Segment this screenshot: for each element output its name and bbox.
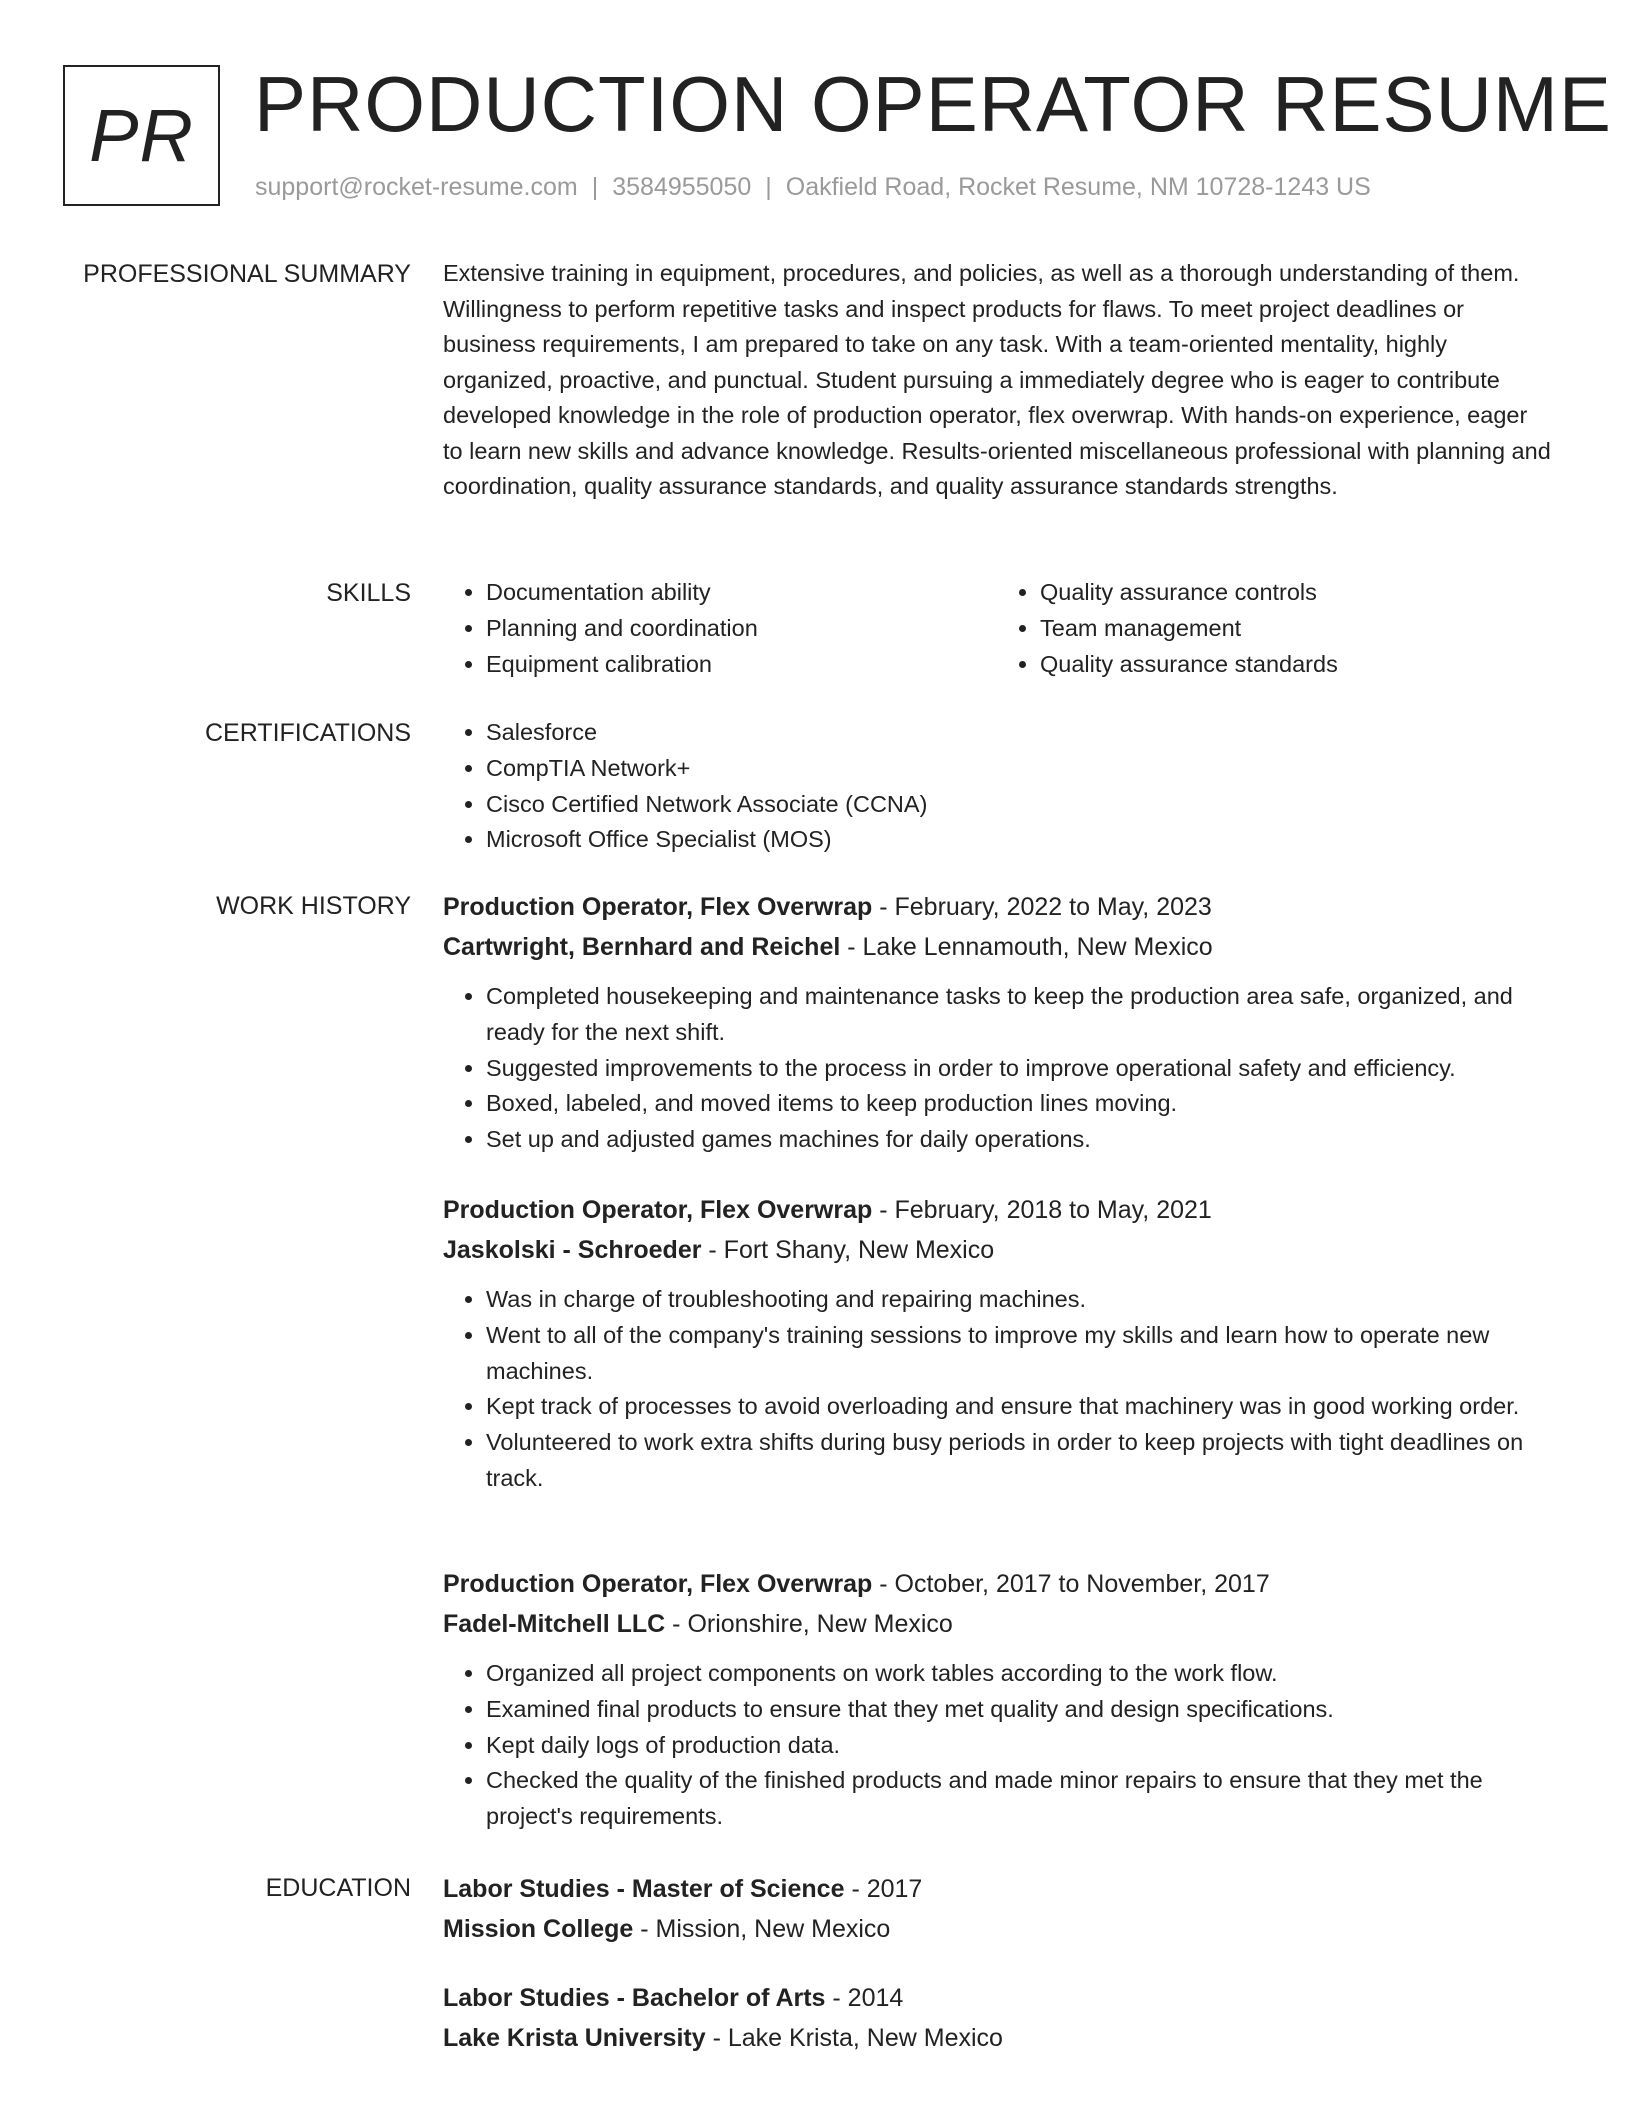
skill-item: • Documentation ability — [486, 575, 997, 611]
skill-item: • Planning and coordination — [486, 611, 997, 647]
education-location: - Lake Krista, New Mexico — [705, 2023, 1003, 2052]
summary-text: Extensive training in equipment, procedures, and policies, as well as a thorough understanding of them. Willingness to perform repetitive tasks and inspect products for flaws. To meet project deadlines or business requirements, I am prepared to take on any task. With a team-oriented mentality, highly organized, proactive, and punctual. Student pursuing a immediately degree who is eager to contribute developed knowledge in the role of production operator, flex overwrap. With hands-on experience, eager to learn new skills and advance knowledge. Results-oriented miscellaneous professional with planning and coordination, quality assurance standards, and quality assurance standards strengths. — [443, 260, 1551, 499]
job-bullet: • Completed housekeeping and maintenance tasks to keep the production area safe, organized, and ready for the next shift. — [486, 979, 1551, 1051]
job-dates: - February, 2022 to May, 2023 — [872, 893, 1212, 921]
job-body — [443, 888, 1551, 1158]
certification-item: • Cisco Certified Network Associate (CCNA) — [486, 787, 1551, 823]
job-location: - Lake Lennamouth, New Mexico — [840, 932, 1213, 961]
education-year: - 2017 — [844, 1875, 923, 1903]
contact-address: Oakfield Road, Rocket Resume, NM 10728-1243 US — [785, 173, 1371, 201]
education-degree-line — [443, 1979, 1551, 2019]
skill-item: • Quality assurance controls — [1040, 575, 1551, 611]
skills-list-left — [443, 575, 997, 682]
monogram-text: PR — [89, 94, 194, 177]
skill-item: • Team management — [1040, 611, 1551, 647]
certification-item: • Salesforce — [486, 715, 1551, 751]
job-bullets — [443, 979, 1551, 1158]
education-school: Lake Krista University — [443, 2023, 706, 2052]
education-degree: Labor Studies - Master of Science — [443, 1875, 845, 1903]
contact-separator: | — [765, 173, 772, 201]
job-body — [443, 1191, 1551, 1497]
monogram-box — [63, 65, 220, 206]
job-dates: - February, 2018 to May, 2021 — [872, 1196, 1212, 1224]
certifications-body — [443, 715, 1551, 858]
skill-item: • Quality assurance standards — [1040, 647, 1551, 683]
education-year: - 2014 — [825, 1984, 904, 2012]
education-entry — [443, 1979, 1551, 2058]
job-bullet: • Examined final products to ensure that they met quality and design specifications. — [486, 1692, 1551, 1728]
job-bullet: • Volunteered to work extra shifts during busy periods in order to keep projects with tight deadlines on track. — [486, 1425, 1551, 1497]
job-location: - Orionshire, New Mexico — [665, 1609, 953, 1638]
job-bullets — [443, 1656, 1551, 1835]
certification-item: • CompTIA Network+ — [486, 751, 1551, 787]
job-bullet: • Was in charge of troubleshooting and repairing machines. — [486, 1282, 1551, 1318]
certifications-list — [443, 715, 1551, 858]
job-bullet: • Kept daily logs of production data. — [486, 1728, 1551, 1764]
certification-item: • Microsoft Office Specialist (MOS) — [486, 822, 1551, 858]
job-bullet: • Kept track of processes to avoid overloading and ensure that machinery was in good working order. — [486, 1389, 1551, 1425]
job-company-line — [443, 1605, 1551, 1645]
job-company: Jaskolski - Schroeder — [443, 1235, 702, 1264]
job-title: Production Operator, Flex Overwrap — [443, 1196, 873, 1224]
certifications-heading: CERTIFICATIONS — [204, 719, 411, 747]
job-company-line — [443, 928, 1551, 968]
job-body — [443, 1565, 1551, 1835]
job-location: - Fort Shany, New Mexico — [701, 1235, 995, 1264]
work-history-heading: WORK HISTORY — [216, 892, 411, 920]
job-bullet: • Organized all project components on work tables according to the work flow. — [486, 1656, 1551, 1692]
skills-heading: SKILLS — [326, 579, 411, 607]
job-dates: - October, 2017 to November, 2017 — [872, 1570, 1270, 1598]
education-degree-line — [443, 1870, 1551, 1910]
job-title-line — [443, 1191, 1551, 1231]
skills-list-right — [997, 575, 1551, 682]
job-company-line — [443, 1231, 1551, 1271]
contact-line — [255, 173, 1371, 202]
job-bullets — [443, 1282, 1551, 1497]
education-school-line — [443, 2019, 1551, 2059]
contact-phone[interactable]: 3584955050 — [612, 173, 752, 201]
summary-heading: PROFESSIONAL SUMMARY — [83, 260, 411, 288]
job-company: Fadel-Mitchell LLC — [443, 1609, 666, 1638]
education-entry — [443, 1870, 1551, 1949]
job-bullet: • Suggested improvements to the process in order to improve operational safety and efficiency. — [486, 1051, 1551, 1087]
education-heading: EDUCATION — [265, 1874, 411, 1902]
job-bullet: • Boxed, labeled, and moved items to keep production lines moving. — [486, 1086, 1551, 1122]
skills-body — [443, 575, 1551, 682]
education-school: Mission College — [443, 1914, 634, 1943]
education-location: - Mission, New Mexico — [633, 1914, 891, 1943]
education-degree: Labor Studies - Bachelor of Arts — [443, 1984, 826, 2012]
contact-email[interactable]: support@rocket-resume.com — [255, 173, 578, 201]
job-title: Production Operator, Flex Overwrap — [443, 1570, 873, 1598]
job-bullet: • Checked the quality of the finished products and made minor repairs to ensure that they met the project's requirements. — [486, 1763, 1551, 1835]
resume-title: PRODUCTION OPERATOR RESUME — [254, 60, 1612, 148]
job-bullet: • Went to all of the company's training sessions to improve my skills and learn how to operate new machines. — [486, 1318, 1551, 1390]
job-company: Cartwright, Bernhard and Reichel — [443, 932, 841, 961]
job-title-line — [443, 888, 1551, 928]
job-bullet: • Set up and adjusted games machines for daily operations. — [486, 1122, 1551, 1158]
contact-separator: | — [591, 173, 599, 201]
skill-item: • Equipment calibration — [486, 647, 997, 683]
job-title-line — [443, 1565, 1551, 1605]
job-title: Production Operator, Flex Overwrap — [443, 893, 873, 921]
education-school-line — [443, 1910, 1551, 1950]
